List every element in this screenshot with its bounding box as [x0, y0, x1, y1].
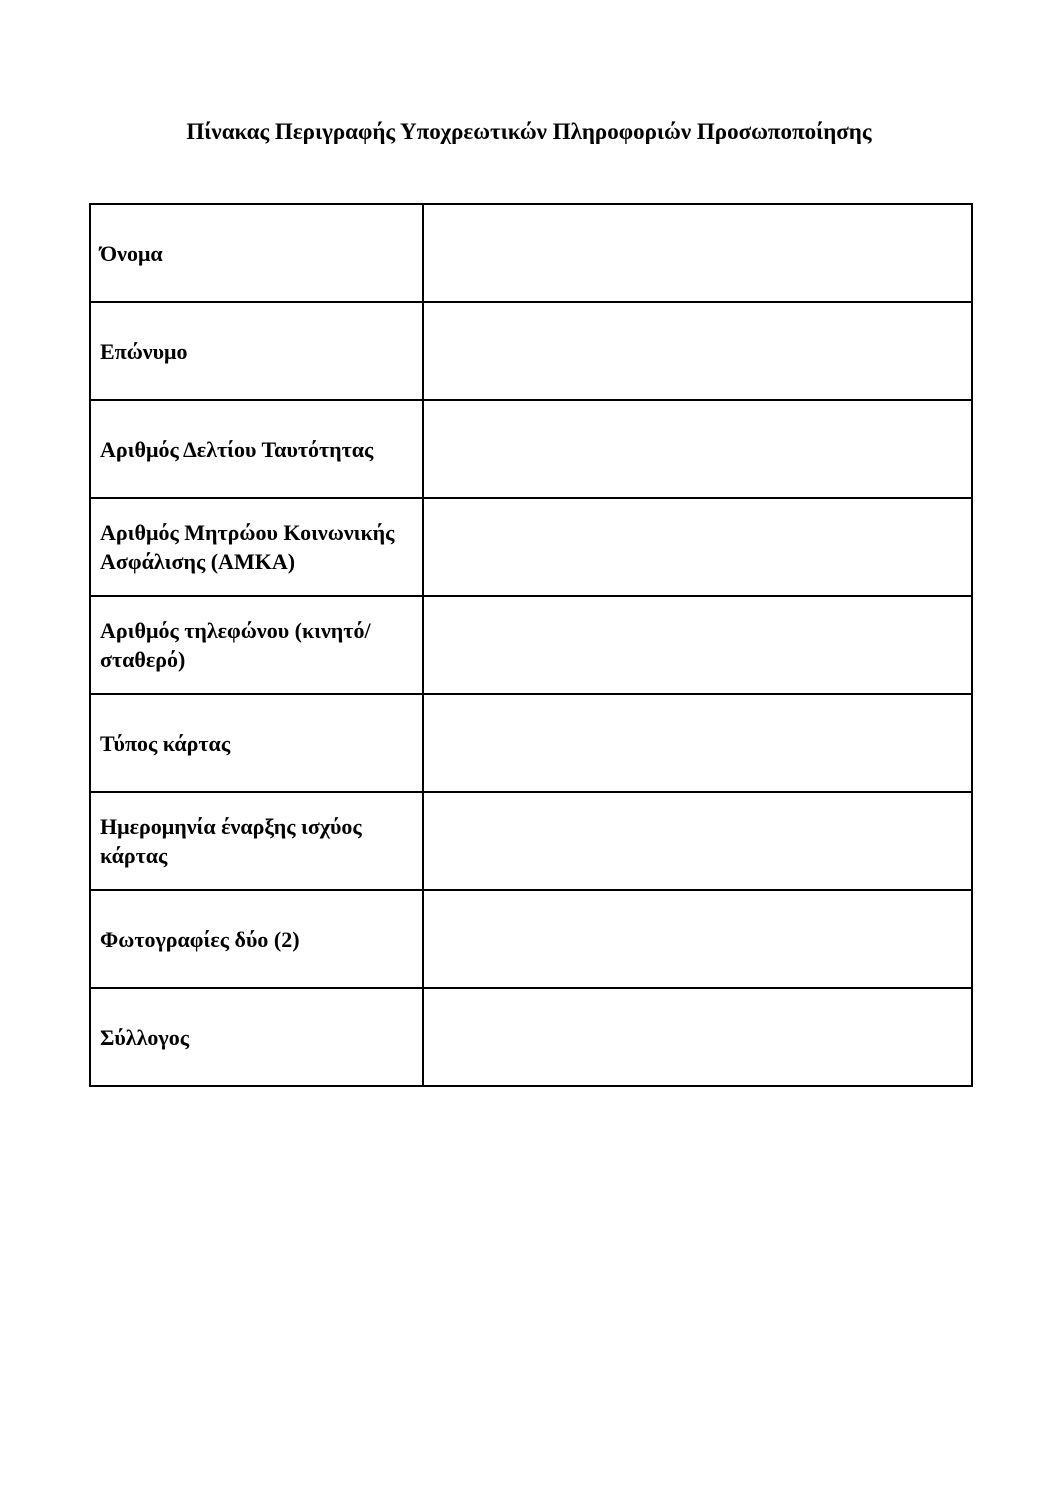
field-value-phone-number[interactable] [423, 596, 972, 694]
table-row [90, 890, 972, 988]
field-value-card-start-date[interactable] [423, 792, 972, 890]
field-label-association: Σύλλογος [90, 988, 423, 1086]
table-row [90, 792, 972, 890]
table-row [90, 302, 972, 400]
field-value-amka[interactable] [423, 498, 972, 596]
field-label-card-type: Τύπος κάρτας [90, 694, 423, 792]
field-value-first-name[interactable] [423, 204, 972, 302]
field-label-amka: Αριθμός Μητρώου Κοινωνικής Ασφάλισης (ΑΜΚΑ) [90, 498, 423, 596]
table-row [90, 596, 972, 694]
table-row [90, 498, 972, 596]
table-row [90, 204, 972, 302]
field-label-last-name: Επώνυμο [90, 302, 423, 400]
table-row [90, 400, 972, 498]
table-row [90, 988, 972, 1086]
field-value-photos[interactable] [423, 890, 972, 988]
field-label-first-name: Όνομα [90, 204, 423, 302]
page-title: Πίνακας Περιγραφής Υποχρεωτικών Πληροφοριών Προσωποποίησης [186, 119, 872, 144]
field-label-phone-number: Αριθμός τηλεφώνου (κινητό/σταθερό) [90, 596, 423, 694]
field-value-card-type[interactable] [423, 694, 972, 792]
field-value-association[interactable] [423, 988, 972, 1086]
field-value-id-card-number[interactable] [423, 400, 972, 498]
table-row [90, 694, 972, 792]
field-label-id-card-number: Αριθμός Δελτίου Ταυτότητας [90, 400, 423, 498]
field-label-card-start-date: Ημερομηνία έναρξης ισχύος κάρτας [90, 792, 423, 890]
field-value-last-name[interactable] [423, 302, 972, 400]
personalization-info-table [89, 203, 973, 1087]
field-label-photos: Φωτογραφίες δύο (2) [90, 890, 423, 988]
